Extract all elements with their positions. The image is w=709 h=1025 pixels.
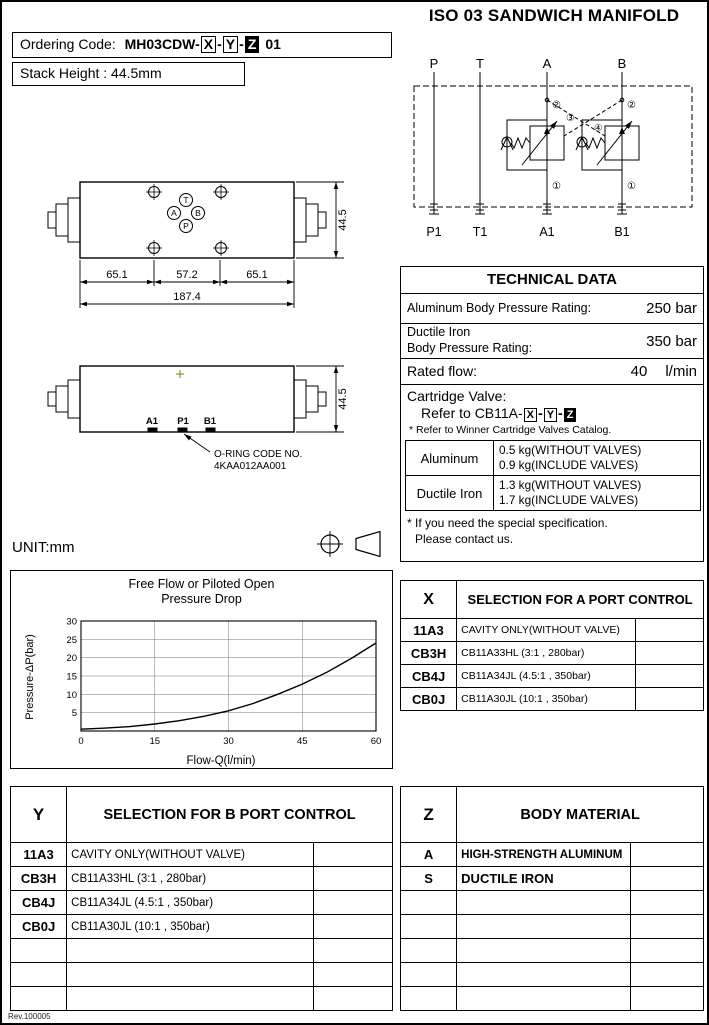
oring-note-line2: 4KAA012AA001	[214, 461, 287, 472]
option-code: CB3H	[401, 642, 457, 665]
circuit-port-b: B	[617, 56, 627, 71]
ordering-code-y: Y	[223, 36, 238, 53]
dim-right: 65.1	[246, 269, 268, 281]
circuit-port-b1: B1	[614, 225, 630, 239]
empty-cell	[313, 867, 392, 891]
front-port-a: A	[171, 208, 177, 218]
option-row	[401, 843, 704, 867]
option-row	[401, 867, 704, 891]
technical-drawing-front-view	[38, 170, 354, 350]
empty-cell	[313, 963, 392, 987]
cartridge-code-prefix: Refer to CB11A-	[421, 405, 523, 421]
empty-cell	[635, 688, 703, 711]
weight-row-iron	[406, 476, 701, 511]
option-desc: CB11A30JL (10:1 , 350bar)	[457, 688, 636, 711]
selection-a-header	[401, 581, 704, 619]
option-row	[11, 915, 393, 939]
cartridge-catalog-note: * Refer to Winner Cartridge Valves Catalog.	[409, 424, 612, 437]
chart-plot-area	[39, 615, 384, 757]
dim-height-front: 44.5	[337, 209, 349, 231]
cartridge-valve-title: Cartridge Valve:	[407, 388, 507, 404]
option-code: CB4J	[401, 665, 457, 688]
counterbalance-valve-b-symbol	[576, 120, 639, 170]
empty-cell	[401, 963, 457, 987]
rated-flow-label: Rated flow:	[407, 362, 478, 379]
empty-cell	[401, 891, 457, 915]
annotation-2-a: ②	[552, 100, 561, 111]
empty-cell	[635, 619, 703, 642]
svg-text:45: 45	[296, 736, 308, 747]
front-port-p: P	[183, 221, 189, 231]
body-material-key: Z	[401, 787, 457, 843]
annotation-1-a: ①	[552, 181, 561, 192]
empty-cell	[457, 939, 631, 963]
option-row	[11, 867, 393, 891]
empty-cell	[11, 987, 67, 1011]
pressure-rating-iron-row	[401, 324, 703, 359]
circuit-port-t1: T1	[472, 225, 488, 239]
ordering-code-sep2: -	[239, 36, 244, 52]
empty-row	[401, 963, 704, 987]
technical-drawing-bottom-view	[38, 354, 354, 482]
circuit-port-a: A	[542, 56, 552, 71]
empty-row	[401, 891, 704, 915]
bottom-port-b1: B1	[203, 416, 217, 427]
empty-cell	[313, 891, 392, 915]
option-code: S	[401, 867, 457, 891]
projection-symbol	[312, 528, 392, 560]
option-code: CB3H	[11, 867, 67, 891]
pressure-drop-chart	[10, 570, 393, 769]
annotation-1-b: ①	[627, 181, 636, 192]
ordering-code-z: Z	[245, 36, 260, 53]
svg-text:30: 30	[223, 736, 234, 747]
cartridge-valve-section	[401, 385, 703, 438]
empty-cell	[630, 891, 703, 915]
option-desc: CB11A33HL (3:1 , 280bar)	[67, 867, 314, 891]
svg-text:10: 10	[66, 689, 77, 701]
weight-table	[405, 440, 701, 511]
empty-cell	[401, 987, 457, 1011]
unit-label: UNIT:mm	[12, 539, 75, 556]
cartridge-code-sep2: -	[558, 405, 563, 421]
option-row	[401, 688, 704, 711]
iron-rating-value: 350 bar	[646, 332, 697, 350]
empty-row	[401, 987, 704, 1011]
cartridge-code-y: Y	[544, 408, 557, 422]
option-desc: CAVITY ONLY(WITHOUT VALVE)	[67, 843, 314, 867]
weight-row-aluminum	[406, 441, 701, 476]
svg-text:20: 20	[66, 653, 77, 665]
datum-cross-mark	[176, 370, 184, 378]
iron-rating-label-1: Ductile Iron	[407, 325, 471, 340]
svg-text:30: 30	[66, 616, 77, 628]
chart-x-axis-label: Flow-Q(l/min)	[186, 755, 256, 767]
option-code: CB4J	[11, 891, 67, 915]
option-row	[401, 619, 704, 642]
empty-cell	[630, 915, 703, 939]
cartridge-code-sep1: -	[538, 405, 543, 421]
empty-cell	[635, 642, 703, 665]
revision-label: Rev.100005	[8, 1012, 51, 1021]
oring-note-line1: O-RING CODE NO.	[214, 449, 303, 460]
front-port-t: T	[183, 195, 189, 205]
option-code: 11A3	[11, 843, 67, 867]
empty-cell	[313, 939, 392, 963]
cartridge-code-x: X	[524, 408, 537, 422]
cartridge-code-z: Z	[564, 408, 577, 422]
svg-text:15: 15	[149, 736, 161, 747]
special-spec-footnote	[401, 511, 703, 547]
page-title: ISO 03 SANDWICH MANIFOLD	[428, 6, 680, 25]
weight-without-valves: 1.3 kg(WITHOUT VALVES)	[499, 477, 642, 492]
annotation-2-b: ②	[627, 100, 636, 111]
svg-text:0: 0	[78, 736, 84, 747]
selection-a-table	[400, 580, 704, 711]
circuit-port-a1: A1	[539, 225, 555, 239]
rated-flow-row	[401, 359, 703, 385]
empty-row	[11, 939, 393, 963]
technical-data-panel	[400, 266, 704, 562]
empty-cell	[630, 843, 703, 867]
annotation-4: ④	[594, 123, 603, 134]
empty-cell	[313, 843, 392, 867]
aluminum-rating-label: Aluminum Body Pressure Rating:	[407, 300, 592, 315]
weight-include-valves: 0.9 kg(INCLUDE VALVES)	[499, 458, 639, 473]
counterbalance-valve-a-symbol	[501, 120, 564, 170]
ordering-code-x: X	[201, 36, 216, 53]
circuit-port-p1: P1	[426, 225, 442, 239]
selection-b-table	[10, 786, 393, 1011]
bottom-port-a1: A1	[145, 416, 159, 427]
ordering-code-box	[12, 32, 392, 58]
empty-cell	[67, 987, 314, 1011]
selection-b-title: SELECTION FOR B PORT CONTROL	[67, 787, 393, 843]
circuit-port-t: T	[476, 56, 484, 71]
empty-row	[401, 915, 704, 939]
empty-row	[401, 939, 704, 963]
svg-text:5: 5	[71, 708, 77, 720]
option-code: A	[401, 843, 457, 867]
selection-a-key: X	[401, 581, 457, 619]
hydraulic-circuit-diagram	[400, 38, 706, 260]
empty-cell	[67, 939, 314, 963]
empty-cell	[457, 963, 631, 987]
ordering-code-prefix: MH03CDW-	[124, 36, 200, 52]
chart-title-line1: Free Flow or Piloted Open	[128, 577, 275, 591]
weight-without-valves: 0.5 kg(WITHOUT VALVES)	[499, 442, 642, 457]
empty-cell	[630, 963, 703, 987]
bottom-port-p1: P1	[177, 416, 189, 427]
ordering-code-label: Ordering Code:	[20, 36, 116, 52]
svg-text:15: 15	[66, 671, 77, 683]
selection-b-key: Y	[11, 787, 67, 843]
dim-height-bottom: 44.5	[337, 388, 349, 410]
option-row	[11, 843, 393, 867]
pressure-rating-aluminum-row	[401, 294, 703, 324]
dim-total: 187.4	[173, 291, 201, 303]
rated-flow-value: 40	[630, 363, 648, 380]
empty-cell	[457, 891, 631, 915]
ordering-code-sep1: -	[217, 36, 222, 52]
empty-cell	[401, 915, 457, 939]
empty-row	[11, 963, 393, 987]
empty-cell	[313, 987, 392, 1011]
option-desc: HIGH-STRENGTH ALUMINUM	[457, 843, 631, 867]
empty-cell	[630, 867, 703, 891]
aluminum-rating-value: 250 bar	[646, 300, 697, 317]
empty-cell	[313, 915, 392, 939]
body-material-header	[401, 787, 704, 843]
option-code: CB0J	[11, 915, 67, 939]
iron-rating-label-2: Body Pressure Rating:	[407, 341, 533, 355]
empty-cell	[11, 963, 67, 987]
selection-a-title: SELECTION FOR A PORT CONTROL	[457, 581, 704, 619]
empty-cell	[457, 987, 631, 1011]
empty-cell	[67, 963, 314, 987]
empty-cell	[11, 939, 67, 963]
stack-height-box: Stack Height : 44.5mm	[12, 62, 245, 86]
option-desc: CB11A33HL (3:1 , 280bar)	[457, 642, 636, 665]
option-desc: CB11A34JL (4.5:1 , 350bar)	[67, 891, 314, 915]
dim-left: 65.1	[106, 269, 128, 281]
footnote-line1: * If you need the special specification.	[407, 516, 608, 531]
svg-text:25: 25	[66, 634, 77, 646]
selection-b-header	[11, 787, 393, 843]
option-desc: DUCTILE IRON	[457, 867, 631, 891]
weight-include-valves: 1.7 kg(INCLUDE VALVES)	[499, 493, 639, 508]
empty-cell	[401, 939, 457, 963]
option-row	[401, 642, 704, 665]
annotation-3: ③	[566, 113, 575, 124]
empty-cell	[630, 987, 703, 1011]
circuit-port-p: P	[429, 56, 439, 71]
option-desc: CAVITY ONLY(WITHOUT VALVE)	[457, 619, 636, 642]
empty-cell	[457, 915, 631, 939]
footnote-line2: Please contact us.	[415, 532, 514, 547]
body-material-title: BODY MATERIAL	[457, 787, 704, 843]
option-row	[401, 665, 704, 688]
option-desc: CB11A30JL (10:1 , 350bar)	[67, 915, 314, 939]
option-code: 11A3	[401, 619, 457, 642]
chart-title	[11, 577, 392, 607]
empty-cell	[630, 939, 703, 963]
empty-row	[11, 987, 393, 1011]
weight-material: Ductile Iron	[406, 476, 494, 511]
body-material-table	[400, 786, 704, 1011]
option-desc: CB11A34JL (4.5:1 , 350bar)	[457, 665, 636, 688]
chart-y-axis-label: Pressure-ΔP(bar)	[24, 634, 36, 720]
option-code: CB0J	[401, 688, 457, 711]
front-port-b: B	[195, 208, 201, 218]
chart-title-line2: Pressure Drop	[161, 592, 242, 606]
option-row	[11, 891, 393, 915]
technical-data-title: TECHNICAL DATA	[401, 267, 703, 294]
weight-material: Aluminum	[406, 441, 494, 476]
rated-flow-unit: l/min	[665, 363, 697, 380]
dim-center: 57.2	[176, 269, 198, 281]
svg-text:60: 60	[370, 736, 382, 747]
ordering-code-suffix: 01	[265, 36, 281, 52]
empty-cell	[635, 665, 703, 688]
